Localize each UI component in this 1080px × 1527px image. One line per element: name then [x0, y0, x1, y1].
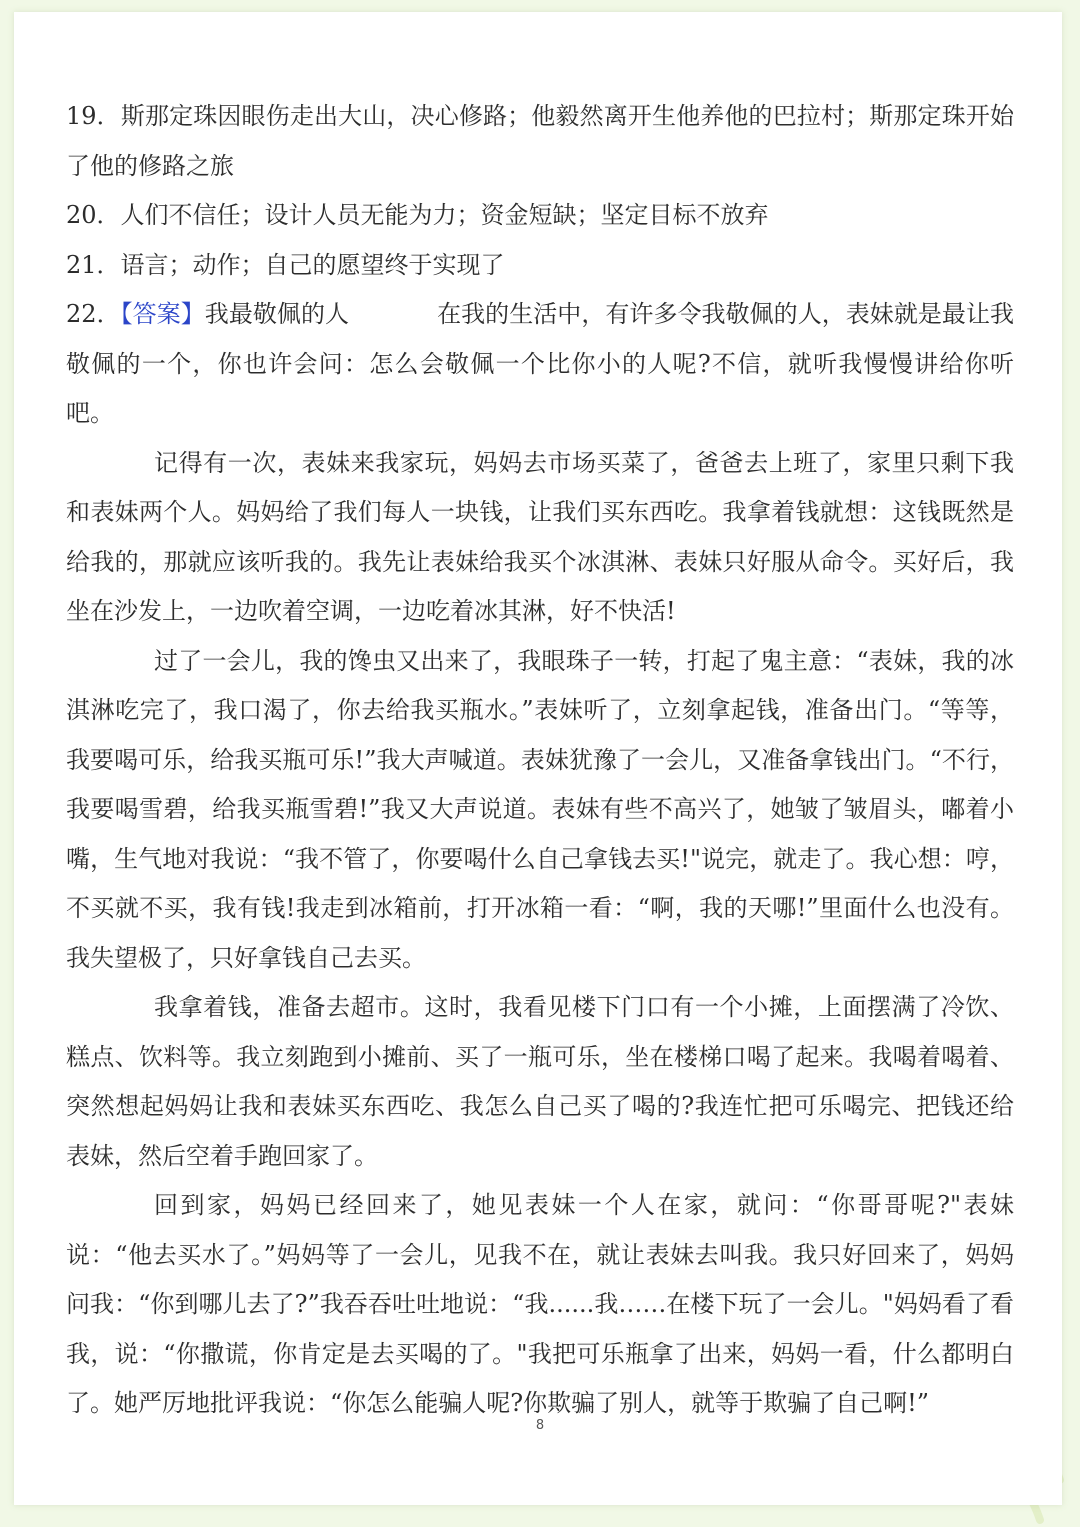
- essay-paragraph: 记得有一次，表妹来我家玩，妈妈去市场买菜了，爸爸去上班了，家里只剩下我和表妹两个人。妈妈给了我们每人一块钱，让我们买东西吃。我拿着钱就想：这钱既然是给我的，那就应该听我的。我先让表妹给我买个冰淇淋、表妹只好服从命令。买好后，我坐在沙发上，一边吹着空调，一边吃着冰其淋，好不快活!: [66, 448, 1014, 625]
- essay-intro: 在我的生活中，有许多令我敬佩的人，表妹就是最让我敬佩的一个，你也许会问：怎么会敬佩一个比你小的人呢?不信，就听我慢慢讲给你听吧。: [66, 300, 1015, 427]
- essay-title: 我最敬佩的人: [204, 300, 350, 328]
- answer-tag: 【答案】: [120, 300, 205, 328]
- answer-21: 21．语言；动作；自己的愿望终于实现了: [66, 250, 505, 279]
- essay-paragraph: 我拿着钱，准备去超市。这时，我看见楼下门口有一个小摊，上面摆满了冷饮、糕点、饮料等。我立刻跑到小摊前、买了一瓶可乐，坐在楼梯口喝了起来。我喝着喝着、突然想起妈妈让我和表妹买东西吃、我怎么自己买了喝的?我连忙把可乐喝完、把钱还给表妹，然后空着手跑回家了。: [66, 993, 1014, 1170]
- essay-paragraph: 回到家，妈妈已经回来了，她见表妹一个人在家，就问：“你哥哥呢?"表妹说：“他去买水了。”妈妈等了一会儿，见我不在，就让表妹去叫我。我只好回来了，妈妈问我：“你到哪儿去了?”我吞吞吐吐地说：“我......我……在楼下玩了一会儿。"妈妈看了看我，说：“你撒谎，你肯定是去买喝的了。"我把可乐瓶拿了出来，妈妈一看，什么都明白了。她严厉地批评我说：“你怎么能骗人呢?你欺骗了别人，就等于欺骗了自己啊!”: [66, 1191, 1014, 1417]
- page-number: 8: [535, 1418, 545, 1433]
- document-body: [66, 92, 1014, 1429]
- essay-paragraph: 过了一会儿，我的馋虫又出来了，我眼珠子一转，打起了鬼主意：“表妹，我的冰淇淋吃完了，我口渴了，你去给我买瓶水。”表妹听了，立刻拿起钱，准备出门。“等等，我要喝可乐，给我买瓶可乐!”我大声喊道。表妹犹豫了一会儿，又准备拿钱出门。“不行，我要喝雪碧，给我买瓶雪碧!”我又大声说道。表妹有些不高兴了，她皱了皱眉头，嘟着小嘴，生气地对我说：“我不管了，你要喝什么自己拿钱去买!"说完，就走了。我心想：哼，不买就不买，我有钱!我走到冰箱前，打开冰箱一看：“啊，我的天哪!”里面什么也没有。我失望极了，只好拿钱自己去买。: [66, 646, 1014, 972]
- answer-19: 19．斯那定珠因眼伤走出大山，决心修路；他毅然离开生他养他的巴拉村；斯那定珠开始了他的修路之旅: [66, 102, 1014, 180]
- answer-20: 20．人们不信任；设计人员无能为力；资金短缺；坚定目标不放弃: [66, 201, 769, 229]
- question-number: 22．: [66, 300, 121, 328]
- answer-22-intro: [66, 290, 1014, 439]
